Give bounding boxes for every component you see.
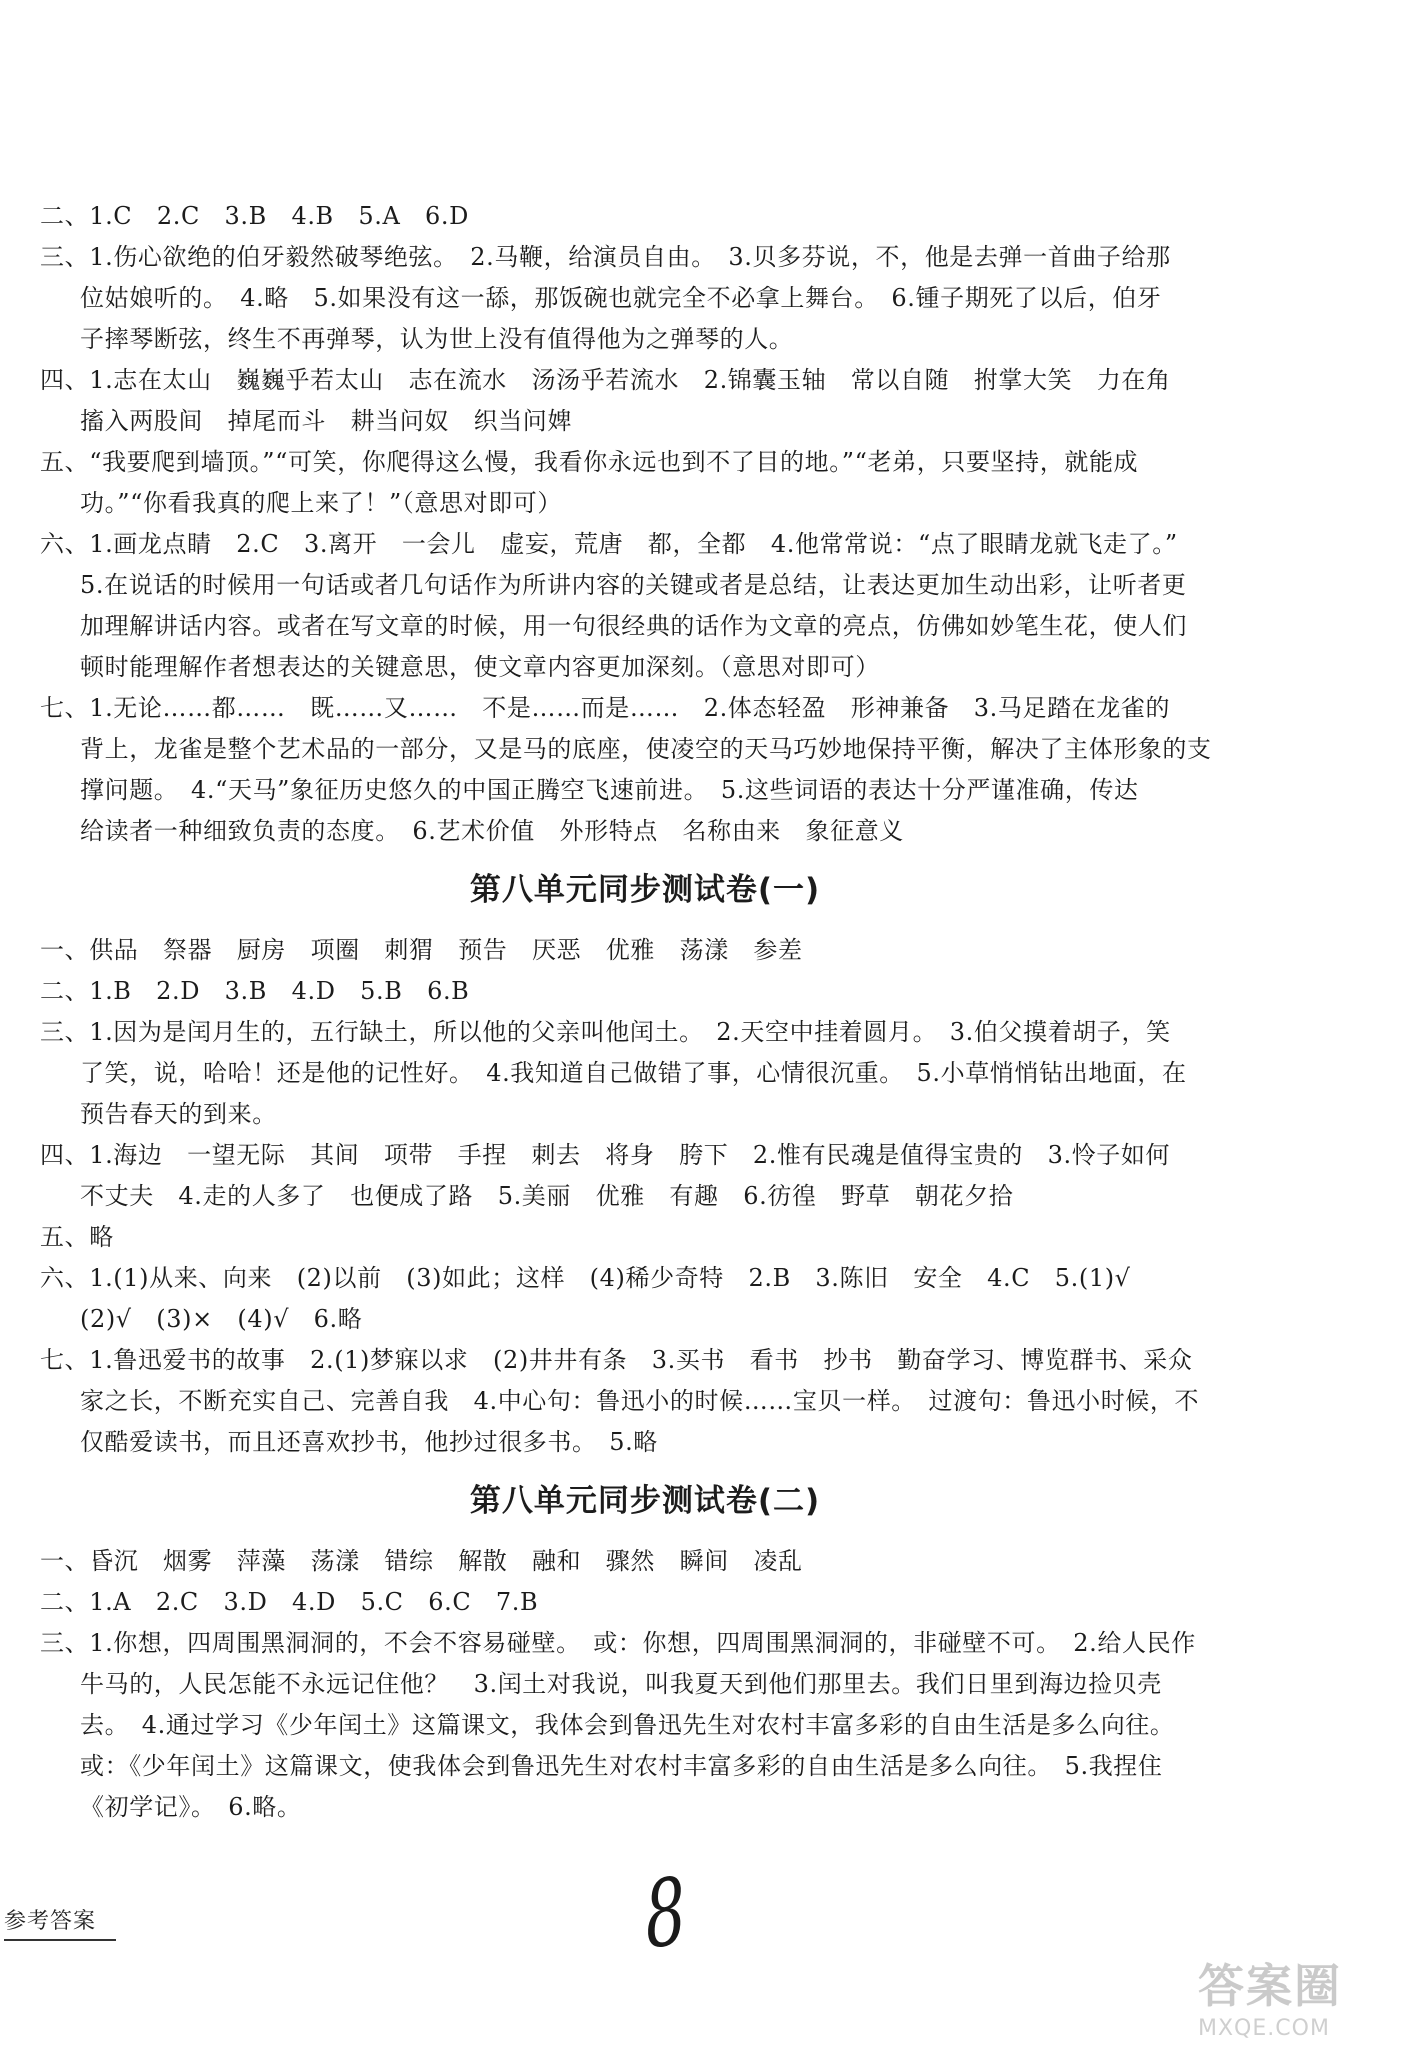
- answer-line: 预告春天的到来。: [80, 1100, 277, 1128]
- section-unit8-test2: [40, 1541, 1250, 1828]
- answer-line: 子摔琴断弦，终生不再弹琴，认为世上没有值得他为之弹琴的人。: [80, 325, 794, 353]
- answer-line: (2)√ (3)× (4)√ 6.略: [80, 1305, 363, 1333]
- answer-line: 三、1.因为是闰月生的，五行缺土，所以他的父亲叫他闰土。 2.天空中挂着圆月。 3.伯父摸着胡子，笑: [40, 1018, 1171, 1046]
- answer-line: 不丈夫 4.走的人多了 也便成了路 5.美丽 优雅 有趣 6.彷徨 野草 朝花夕拾: [80, 1182, 1014, 1210]
- answer-line: 去。 4.通过学习《少年闰土》这篇课文，我体会到鲁迅先生对农村丰富多彩的自由生活是多么向往。: [80, 1711, 1175, 1739]
- answer-line: 二、1.C 2.C 3.B 4.B 5.A 6.D: [40, 202, 469, 230]
- answer-line: 三、1.伤心欲绝的伯牙毅然破琴绝弦。 2.马鞭，给演员自由。 3.贝多芬说，不，他是去弹一首曲子给那: [40, 243, 1171, 271]
- section-previous-unit: [40, 196, 1250, 852]
- watermark: [1198, 1950, 1398, 2060]
- section-heading-unit8-test1: 第八单元同步测试卷(一): [469, 872, 821, 908]
- answer-line: 六、1.画龙点睛 2.C 3.离开 一会儿 虚妄，荒唐 都，全都 4.他常常说：“点了眼睛龙就飞走了。”: [40, 530, 1178, 558]
- answer-line: 给读者一种细致负责的态度。 6.艺术价值 外形特点 名称由来 象征意义: [80, 817, 904, 845]
- answer-line: 撑问题。 4.“天马”象征历史悠久的中国正腾空飞速前进。 5.这些词语的表达十分严谨准确，传达: [80, 776, 1139, 804]
- answer-line: 位姑娘听的。 4.略 5.如果没有这一舔，那饭碗也就完全不必拿上舞台。 6.锺子期死了以后，伯牙: [80, 284, 1162, 312]
- answer-line: 七、1.无论……都…… 既……又…… 不是……而是…… 2.体态轻盈 形神兼备 3.马足踏在龙雀的: [40, 694, 1171, 722]
- answer-content: [40, 196, 1250, 1828]
- answer-line: 牛马的，人民怎能不永远记住他？ 3.闰土对我说，叫我夏天到他们那里去。我们日里到海边捡贝壳: [80, 1670, 1162, 1698]
- answer-line: 《初学记》。 6.略。: [80, 1793, 302, 1821]
- answer-line: 家之长，不断充实自己、完善自我 4.中心句：鲁迅小的时候……宝贝一样。 过渡句：鲁迅小时候，不: [80, 1387, 1200, 1415]
- answer-line: 四、1.海边 一望无际 其间 项带 手捏 刺去 将身 胯下 2.惟有民魂是值得宝贵的 3.怜子如何: [40, 1141, 1171, 1169]
- section-heading-unit8-test2: 第八单元同步测试卷(二): [469, 1483, 821, 1519]
- answer-line: 二、1.B 2.D 3.B 4.D 5.B 6.B: [40, 977, 470, 1005]
- answer-line: 五、略: [40, 1223, 114, 1251]
- answer-line: 一、昏沉 烟雾 萍藻 荡漾 错综 解散 融和 骤然 瞬间 凌乱: [40, 1547, 803, 1575]
- answer-line: 搐入两股间 掉尾而斗 耕当问奴 织当问婢: [80, 407, 572, 435]
- answer-line: 顿时能理解作者想表达的关键意思，使文章内容更加深刻。（意思对即可）: [80, 653, 880, 681]
- answer-line: 七、1.鲁迅爱书的故事 2.(1)梦寐以求 (2)井井有条 3.买书 看书 抄书 勤奋学习、博览群书、采众: [40, 1346, 1193, 1374]
- answer-line: 二、1.A 2.C 3.D 4.D 5.C 6.C 7.B: [40, 1588, 539, 1616]
- watermark-url: MXQE.COM: [1198, 2016, 1330, 2041]
- answer-line: 了笑，说，哈哈！还是他的记性好。 4.我知道自己做错了事，心情很沉重。 5.小草悄悄钻出地面，在: [80, 1059, 1187, 1087]
- answer-line: 仅酷爱读书，而且还喜欢抄书，他抄过很多书。 5.略: [80, 1428, 658, 1456]
- answer-line: 加理解讲话内容。或者在写文章的时候，用一句很经典的话作为文章的亮点，仿佛如妙笔生花，使人们: [80, 612, 1187, 640]
- answer-line: 一、供品 祭器 厨房 项圈 刺猬 预告 厌恶 优雅 荡漾 参差: [40, 936, 803, 964]
- answer-line: 三、1.你想，四周围黑洞洞的，不会不容易碰壁。 或：你想，四周围黑洞洞的，非碰壁不可。 2.给人民作: [40, 1629, 1196, 1657]
- watermark-logo: 答案圈: [1198, 1959, 1342, 2013]
- answer-line: 四、1.志在太山 巍巍乎若太山 志在流水 汤汤乎若流水 2.锦囊玉轴 常以自随 拊掌大笑 力在角: [40, 366, 1171, 394]
- section-unit8-test1: [40, 930, 1250, 1463]
- answer-line: 五、“我要爬到墙顶。”“可笑，你爬得这么慢，我看你永远也到不了目的地。”“老弟，只要坚持，就能成: [40, 448, 1139, 476]
- answer-line: 背上，龙雀是整个艺术品的一部分，又是马的底座，使凌空的天马巧妙地保持平衡，解决了主体形象的支: [80, 735, 1212, 763]
- answer-line: 功。”“你看我真的爬上来了！”（意思对即可）: [80, 489, 563, 517]
- handwritten-page-number: 8: [640, 1857, 690, 1970]
- answer-line: 5.在说话的时候用一句话或者几句话作为所讲内容的关键或者是总结，让表达更加生动出彩，让听者更: [80, 571, 1187, 599]
- answer-line: 或：《少年闰土》这篇课文，使我体会到鲁迅先生对农村丰富多彩的自由生活是多么向往。 5.我捏住: [80, 1752, 1163, 1780]
- answer-line: 六、1.(1)从来、向来 (2)以前 (3)如此；这样 (4)稀少奇特 2.B 3.陈旧 安全 4.C 5.(1)√: [40, 1264, 1131, 1292]
- footer-label: 参考答案: [4, 1904, 116, 1941]
